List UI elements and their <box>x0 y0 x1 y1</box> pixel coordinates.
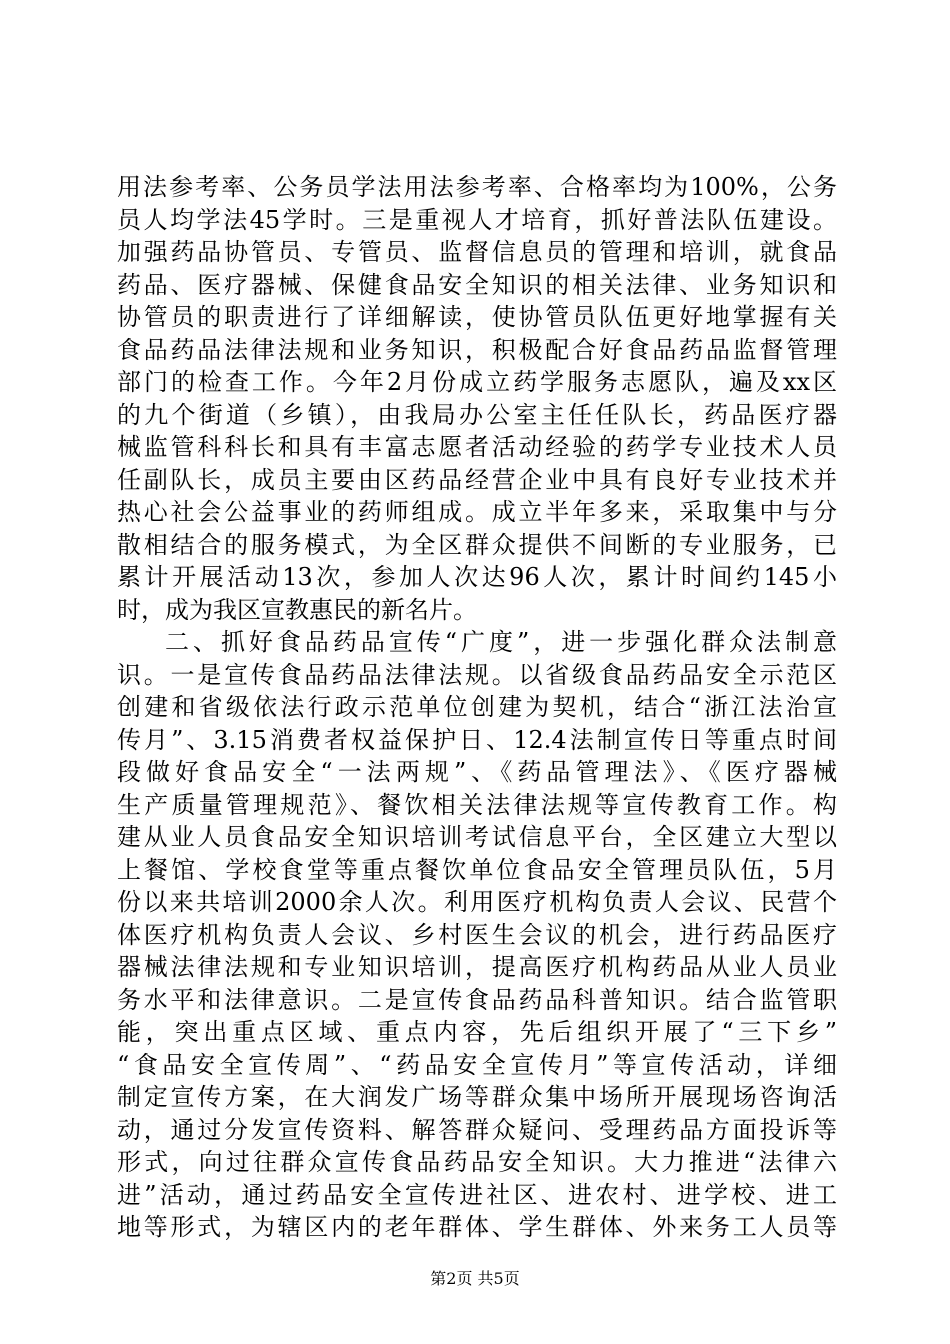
text-line: “食品安全宣传周”、“药品安全宣传月”等宣传活动，详细 <box>117 1050 837 1079</box>
text-line: 识。一是宣传食品药品法律法规。以省级食品药品安全示范区 <box>117 660 837 689</box>
text-line: 上餐馆、学校食堂等重点餐饮单位食品安全管理员队伍，5月 <box>117 855 837 884</box>
text-line: 部门的检查工作。今年2月份成立药学服务志愿队，遍及xx区 <box>117 368 837 396</box>
text-line: 协管员的职责进行了详细解读，使协管员队伍更好地掌握有关 <box>117 303 837 331</box>
text-line: 段做好食品安全“一法两规”、《药品管理法》、《医疗器械 <box>117 758 837 786</box>
text-line: 食品药品法律法规和业务知识，积极配合好食品药品监督管理 <box>117 335 837 364</box>
text-line: 务水平和法律意识。二是宣传食品药品科普知识。结合监管职 <box>117 985 837 1014</box>
text-line: 能，突出重点区域、重点内容，先后组织开展了“三下乡” <box>117 1018 837 1046</box>
text-line: 员人均学法45学时。三是重视人才培育，抓好普法队伍建设。 <box>117 205 837 234</box>
text-line: 动，通过分发宣传资料、解答群众疑问、受理药品方面投诉等 <box>117 1115 837 1144</box>
text-line: 时，成为我区宣教惠民的新名片。 <box>117 595 477 624</box>
text-line: 建从业人员食品安全知识培训考试信息平台，全区建立大型以 <box>117 823 837 851</box>
body-text <box>117 171 837 1244</box>
text-line: 传月”、3.15消费者权益保护日、12.4法制宣传日等重点时间 <box>117 725 837 754</box>
text-line: 进”活动，通过药品安全宣传进社区、进农村、进学校、进工 <box>117 1180 837 1209</box>
page-number: 第2页 共5页 <box>430 1269 520 1288</box>
paragraph-start-line: 二、抓好食品药品宣传“广度”，进一步强化群众法制意 <box>165 628 837 656</box>
text-line: 热心社会公益事业的药师组成。成立半年多来，采取集中与分 <box>117 498 837 526</box>
text-line: 散相结合的服务模式，为全区群众提供不间断的专业服务，已 <box>117 530 837 559</box>
text-line: 创建和省级依法行政示范单位创建为契机，结合“浙江法治宣 <box>117 693 837 721</box>
text-line: 器械法律法规和专业知识培训，提高医疗机构药品从业人员业 <box>117 953 837 981</box>
text-line: 地等形式，为辖区内的老年群体、学生群体、外来务工人员等 <box>117 1213 837 1241</box>
text-line: 制定宣传方案，在大润发广场等群众集中场所开展现场咨询活 <box>117 1083 837 1111</box>
text-line: 生产质量管理规范》、餐饮相关法律法规等宣传教育工作。构 <box>117 790 837 819</box>
text-line: 加强药品协管员、专管员、监督信息员的管理和培训，就食品 <box>117 238 837 266</box>
text-line: 药品、医疗器械、保健食品安全知识的相关法律、业务知识和 <box>117 270 837 299</box>
text-line: 累计开展活动13次，参加人次达96人次，累计时间约145小 <box>117 563 837 591</box>
text-line: 任副队长，成员主要由区药品经营企业中具有良好专业技术并 <box>117 465 837 494</box>
text-line: 的九个街道（乡镇），由我局办公室主任任队长，药品医疗器 <box>117 400 837 429</box>
page-footer <box>0 1268 950 1290</box>
text-line: 械监管科科长和具有丰富志愿者活动经验的药学专业技术人员 <box>117 433 837 461</box>
text-line: 形式，向过往群众宣传食品药品安全知识。大力推进“法律六 <box>117 1148 837 1176</box>
text-line: 份以来共培训2000余人次。利用医疗机构负责人会议、民营个 <box>117 888 837 916</box>
text-line: 用法参考率、公务员学法用法参考率、合格率均为100%，公务 <box>117 173 837 201</box>
text-line: 体医疗机构负责人会议、乡村医生会议的机会，进行药品医疗 <box>117 920 837 949</box>
